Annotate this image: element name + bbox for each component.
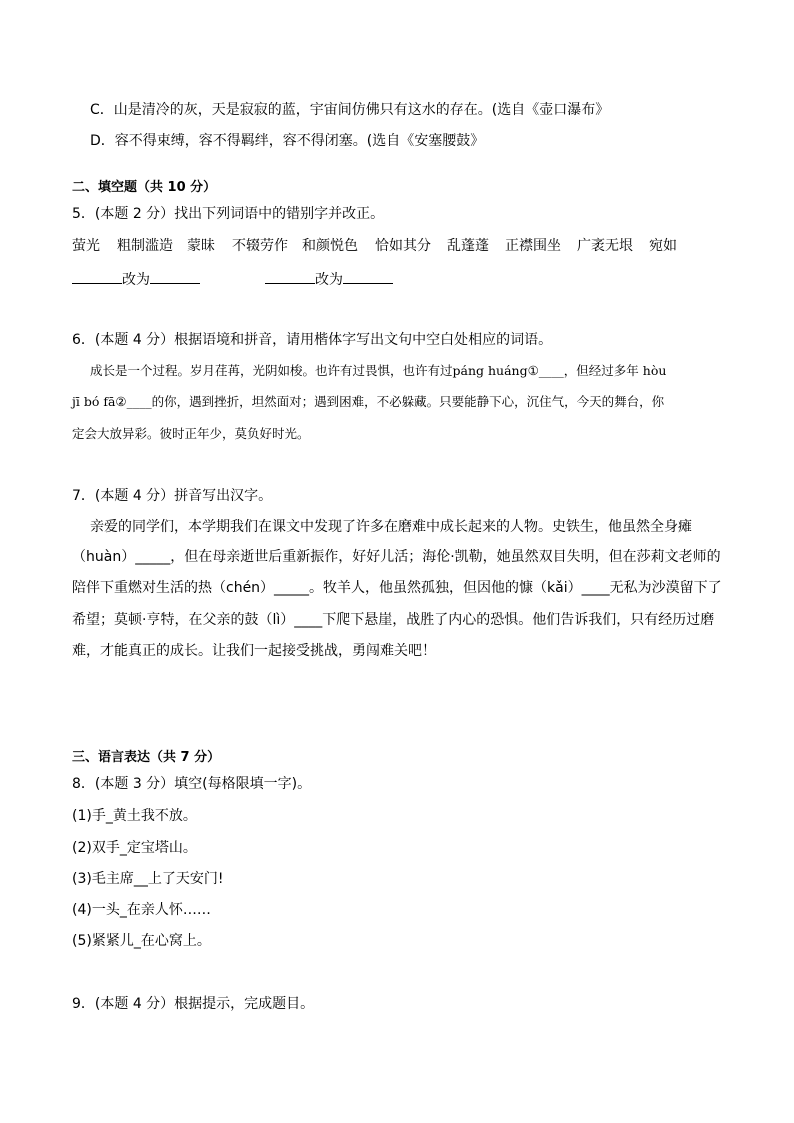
answer-blank[interactable] (343, 268, 393, 284)
q5-word: 恰如其分 (375, 238, 431, 254)
change-to-label: 改为 (122, 272, 150, 288)
q5-word: 蒙昧 (187, 238, 215, 254)
q5-word: 广袤无垠 (577, 238, 633, 254)
answer-blank[interactable] (150, 268, 200, 284)
q8-item: (2)双手_定宝塔山。 (72, 840, 197, 856)
section-3-heading: 三、语言表达（共 7 分） (72, 750, 221, 765)
choice-d: D．容不得束缚，容不得羁绊，容不得闭塞。(选自《安塞腰鼓》 (90, 133, 485, 149)
q7-passage-line-1: 亲爱的同学们，本学期我们在课文中发现了许多在磨难中成长起来的人物。史铁生，他虽然全身瘫 (90, 519, 692, 535)
q7-passage-line-3: 陪伴下重燃对生活的热（chén）_____。牧羊人，他虽然孤独，但因他的慷（kǎi）____无私为沙漠留下了 (72, 580, 722, 596)
q8-item: (5)紧紧儿_在心窝上。 (72, 933, 211, 949)
answer-blank[interactable] (265, 268, 315, 284)
q5-word: 粗制滥造 (117, 238, 173, 254)
q5-prompt: 5．(本题 2 分）找出下列词语中的错别字并改正。 (72, 206, 385, 222)
q5-answer-line-1 (72, 268, 200, 290)
q5-word: 萤光 (72, 238, 100, 254)
q8-item: (4)一头_在亲人怀…… (72, 902, 211, 918)
q7-prompt: 7．(本题 4 分）拼音写出汉字。 (72, 488, 273, 504)
q5-word: 宛如 (649, 238, 677, 254)
q5-answer-line-2 (265, 268, 393, 290)
q5-word: 正襟围坐 (505, 238, 561, 254)
q5-word: 乱蓬蓬 (447, 238, 489, 254)
q8-item: (1)手_黄土我不放。 (72, 808, 197, 824)
answer-blank[interactable] (72, 268, 122, 284)
q9-prompt: 9．(本题 4 分）根据提示，完成题目。 (72, 996, 315, 1012)
q6-passage-line-1: 成长是一个过程。岁月荏苒，光阴如梭。也许有过畏惧，也许有过páng huáng①____，但经过多年 hòu (90, 363, 667, 378)
q5-word: 不辍劳作 (232, 238, 288, 254)
q6-passage-line-3: 定会大放异彩。彼时正年少，莫负好时光。 (72, 426, 310, 441)
q5-word-list (72, 236, 732, 256)
q7-passage-line-4: 希望；莫顿·亨特，在父亲的鼓（lì）____下爬下悬崖，战胜了内心的恐惧。他们告诉我们，只有经历过磨 (72, 612, 715, 628)
change-to-label: 改为 (315, 272, 343, 288)
choice-c: C．山是清冷的灰，天是寂寂的蓝，宇宙间仿佛只有这水的存在。(选自《壶口瀑布》 (90, 102, 610, 118)
q8-item: (3)毛主席__上了天安门! (72, 871, 224, 887)
q5-word: 和颜悦色 (302, 238, 358, 254)
section-2-heading: 二、填空题（共 10 分） (72, 180, 217, 195)
q8-prompt: 8．(本题 3 分）填空(每格限填一字)。 (72, 776, 312, 792)
q7-passage-line-2: （huàn）_____，但在母亲逝世后重新振作，好好儿活；海伦·凯勒，她虽然双目失明，但在莎莉文老师的 (72, 549, 721, 565)
q6-prompt: 6．(本题 4 分）根据语境和拼音，请用楷体字写出文句中空白处相应的词语。 (72, 332, 553, 348)
q6-passage-line-2: jī bó fā②____的你，遇到挫折，坦然面对；遇到困难，不必躲藏。只要能静下心，沉住气，今天的舞台，你 (72, 394, 665, 409)
q7-passage-line-5: 难，才能真正的成长。让我们一起接受挑战，勇闯难关吧！ (72, 643, 436, 659)
